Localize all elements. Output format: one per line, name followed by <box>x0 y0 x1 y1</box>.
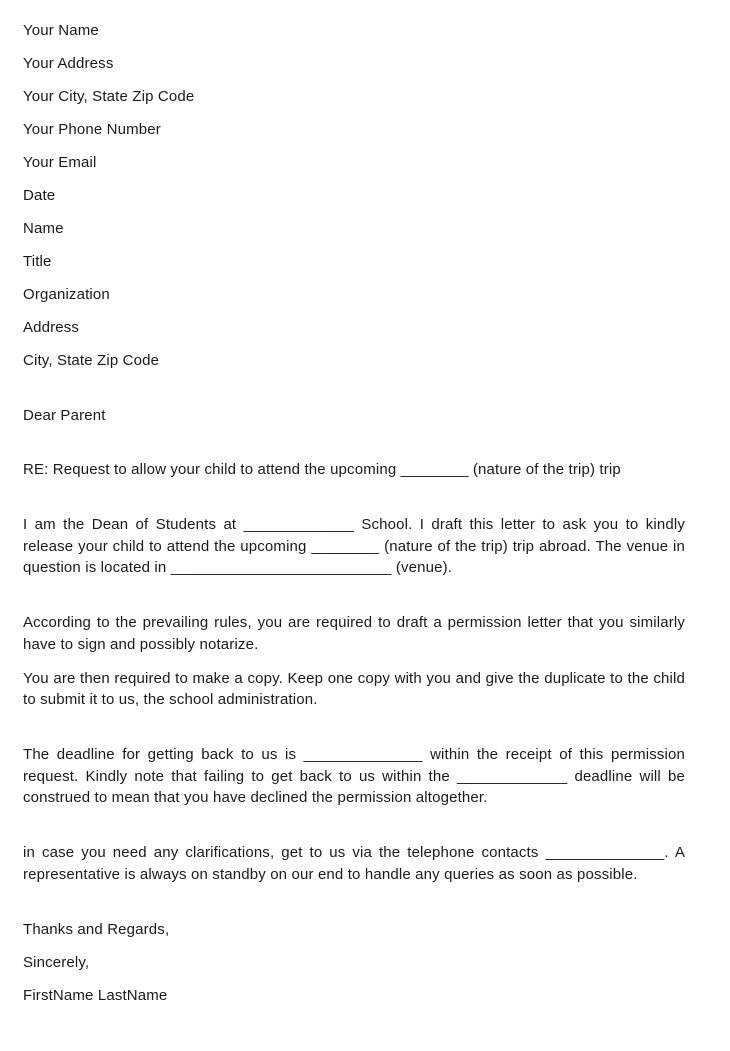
sender-name-line: Your Name <box>23 22 99 39</box>
sender-city-line: Your City, State Zip Code <box>23 88 195 105</box>
recipient-address-block <box>23 218 685 372</box>
paragraph-contacts: in case you need any clarifications, get to us via the telephone contacts ______________. A representative is always on standby on our end to handle any queries as soon as possible. <box>23 844 685 883</box>
paragraph-copy: You are then required to make a copy. Keep one copy with you and give the duplicate to the child to submit it to us, the school administration. <box>23 669 685 708</box>
date-line: Date <box>23 187 56 204</box>
signature-name: FirstName LastName <box>23 986 168 1004</box>
thanks-line: Thanks and Regards, <box>23 920 170 938</box>
recipient-title-line: Title <box>23 253 52 270</box>
sender-address-line: Your Address <box>23 55 114 72</box>
recipient-organization-line: Organization <box>23 286 110 303</box>
sender-address-block <box>23 20 685 174</box>
recipient-address-line: Address <box>23 319 80 336</box>
signoff-line: Sincerely, <box>23 953 90 971</box>
closing-block <box>23 919 685 1007</box>
sender-email-line: Your Email <box>23 154 97 171</box>
paragraph-deadline: The deadline for getting back to us is ______________ within the receipt of this permission request. Kindly note that failing to get back to us within the _____________ deadline will be construed to mean that you have declined the permission altogether. <box>23 746 685 806</box>
recipient-name-line: Name <box>23 220 64 237</box>
recipient-city-line: City, State Zip Code <box>23 352 160 369</box>
paragraph-rules: According to the prevailing rules, you are required to draft a permission letter that you similarly have to sign and possibly notarize. <box>23 614 685 653</box>
subject-line: RE: Request to allow your child to attend the upcoming ________ (nature of the trip) trip <box>23 461 621 478</box>
letter-body <box>23 514 685 885</box>
paragraph-introduction: I am the Dean of Students at _____________ School. I draft this letter to ask you to kindly release your child to attend the upcoming ________ (nature of the trip) trip abroad. The venue in question is located in __________________________ (venue). <box>23 516 685 576</box>
salutation: Dear Parent <box>23 407 106 424</box>
sender-phone-line: Your Phone Number <box>23 121 161 138</box>
